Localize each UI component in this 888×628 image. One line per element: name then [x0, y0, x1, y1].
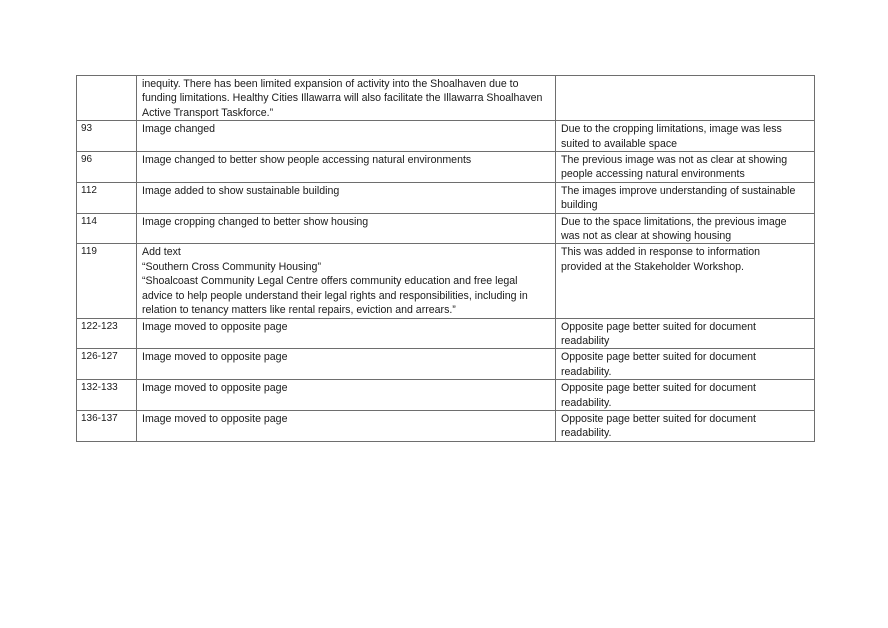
page-number-cell: 93 — [77, 121, 137, 152]
page-number-cell: 132-133 — [77, 380, 137, 411]
change-cell: Image changed — [137, 121, 556, 152]
table-row — [77, 213, 815, 244]
table-row — [77, 380, 815, 411]
change-cell: Image moved to opposite page — [137, 410, 556, 441]
reason-cell: Opposite page better suited for document readability — [556, 318, 815, 349]
change-cell: Image moved to opposite page — [137, 349, 556, 380]
change-cell: Image cropping changed to better show housing — [137, 213, 556, 244]
change-cell: Add text “Southern Cross Community Housing” “Shoalcoast Community Legal Centre offers community education and free legal advice to help people understand their legal rights and responsibilities, including in relation to tenancy matters like rental repairs, eviction and arrears.” — [137, 244, 556, 318]
change-cell: Image moved to opposite page — [137, 318, 556, 349]
page-number-cell — [77, 76, 137, 121]
reason-cell: Opposite page better suited for document readability. — [556, 410, 815, 441]
table-row — [77, 152, 815, 183]
page-number-cell: 119 — [77, 244, 137, 318]
change-cell: Image added to show sustainable building — [137, 182, 556, 213]
page-number-cell: 114 — [77, 213, 137, 244]
reason-cell: Due to the space limitations, the previous image was not as clear at showing housing — [556, 213, 815, 244]
page-number-cell: 126-127 — [77, 349, 137, 380]
reason-cell — [556, 76, 815, 121]
changes-table — [76, 75, 815, 442]
table-row — [77, 121, 815, 152]
reason-cell: The previous image was not as clear at showing people accessing natural environments — [556, 152, 815, 183]
table-row — [77, 349, 815, 380]
change-cell: Image moved to opposite page — [137, 380, 556, 411]
table-row — [77, 244, 815, 318]
reason-cell: Opposite page better suited for document readability. — [556, 349, 815, 380]
reason-cell: Opposite page better suited for document readability. — [556, 380, 815, 411]
page-number-cell: 112 — [77, 182, 137, 213]
page-number-cell: 96 — [77, 152, 137, 183]
reason-cell: Due to the cropping limitations, image was less suited to available space — [556, 121, 815, 152]
table-row — [77, 318, 815, 349]
reason-cell: The images improve understanding of sustainable building — [556, 182, 815, 213]
page-number-cell: 122-123 — [77, 318, 137, 349]
table-row — [77, 76, 815, 121]
change-cell: inequity. There has been limited expansion of activity into the Shoalhaven due to funding limitations. Healthy Cities Illawarra will also facilitate the Illawarra Shoalhaven Active Transport Taskforce.” — [137, 76, 556, 121]
reason-cell: This was added in response to information provided at the Stakeholder Workshop. — [556, 244, 815, 318]
table-row — [77, 182, 815, 213]
change-cell: Image changed to better show people accessing natural environments — [137, 152, 556, 183]
table-row — [77, 410, 815, 441]
page-number-cell: 136-137 — [77, 410, 137, 441]
